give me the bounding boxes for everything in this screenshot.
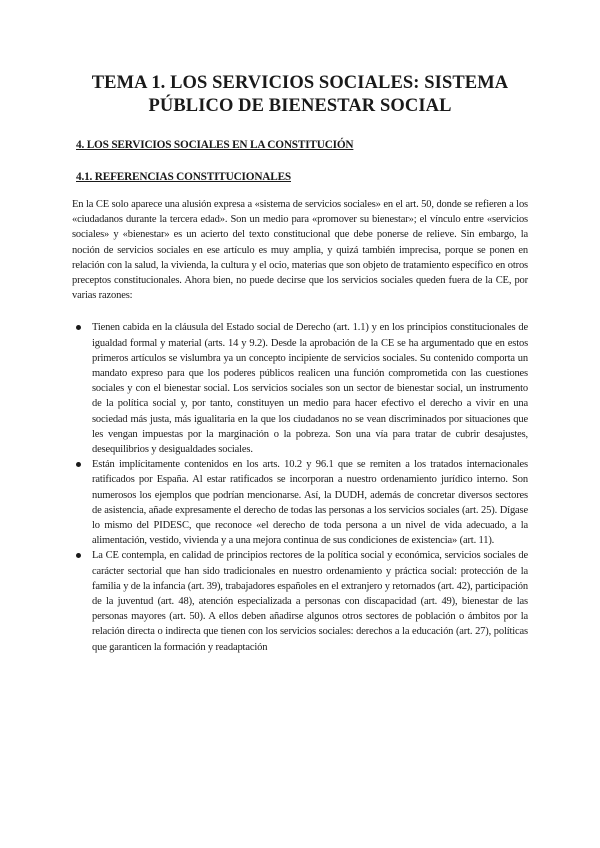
list-item-text: Están implícitamente contenidos en los arts. 10.2 y 96.1 que se remiten a los tratados internacionales ratificados por España. Al estar ratificados se incorporan a nuestro ordenamiento jurídico interno. Son numerosos los ejemplos que podrían mencionarse. Así, la DUDH, además de concretar diversos sectores de asistencia, añade expresamente el derecho de todas las personas a los servicios sociales (art. 25). Dígase lo mismo del PIDESC, que reconoce «el derecho de toda persona a un nivel de vida adecuado, a la alimentación, vestido, vivienda y a una mejora continua de sus condiciones de existencia» (art. 11).	[92, 459, 528, 547]
subsection-heading: 4.1. REFERENCIAS CONSTITUCIONALES	[76, 171, 291, 183]
list-item-text: Tienen cabida en la cláusula del Estado social de Derecho (art. 1.1) y en los principios constitucionales de igualdad formal y material (arts. 14 y 9.2). Desde la aprobación de la CE se ha argumentado que en estos primeros artículos se vislumbra ya un concepto incipiente de servicios sociales. Su contenido comporta un mandato expreso para que los poderes públicos realicen una función comprometida con las cuestiones sociales y con el bienestar social. Los servicios sociales son un sector de bienestar social, un instrumento de la política social y, por tanto, constituyen un medio para hacer efectivo el derecho a vivir en una sociedad más justa, más igualitaria en la que los ciudadanos no se vean discriminados por situaciones que les vengan impuestas por la marginación o la pobreza. Son una vía para tratar de cubrir desajustes, desequilibrios y desigualdades sociales.	[92, 322, 528, 456]
title-line-1: TEMA 1. LOS SERVICIOS SOCIALES: SISTEMA	[91, 73, 509, 93]
list-item	[72, 320, 528, 457]
list-item	[72, 457, 528, 548]
bullet-icon	[76, 325, 81, 330]
document-title	[72, 72, 528, 118]
list-item	[72, 548, 528, 654]
bullet-icon	[76, 462, 81, 467]
title-line-2: PÚBLICO DE BIENESTAR SOCIAL	[148, 96, 452, 116]
bullet-list	[72, 320, 528, 654]
section-heading: 4. LOS SERVICIOS SOCIALES EN LA CONSTITUCIÓN	[76, 139, 354, 151]
intro-paragraph: En la CE solo aparece una alusión expresa a «sistema de servicios sociales» en el art. 50, donde se refieren a los «ciudadanos durante la tercera edad». Son un medio para «promover su bienestar»; el vínculo entre «servicios sociales» y «bienestar» es un acierto del texto constitucional que debe ponerse de relieve. Sin embargo, la noción de servicios sociales en ese artículo es muy amplia, y quizá también imprecisa, porque se ponen en relación con la salud, la vivienda, la cultura y el ocio, materias que son objeto de tratamiento específico en otros preceptos constitucionales. Ahora bien, no puede decirse que los servicios sociales queden fuera de la CE, por varias razones:	[72, 199, 528, 302]
bullet-icon	[76, 553, 81, 558]
list-item-text: La CE contempla, en calidad de principios rectores de la política social y económica, servicios sociales de carácter sectorial que han sido tradicionales en nuestro ordenamiento y práctica social: protección de la familia y de la infancia (art. 39), trabajadores españoles en el extranjero y retornados (art. 42), participación de la juventud (art. 48), atención especializada a personas con discapacidad (art. 49), bienestar de las personas mayores (art. 50). A ellos deben añadirse algunos otros sectores de población o ámbitos por la relación directa o indirecta que tienen con los servicios sociales: derechos a la educación (art. 27), políticas que garanticen la formación y readaptación	[92, 550, 528, 653]
